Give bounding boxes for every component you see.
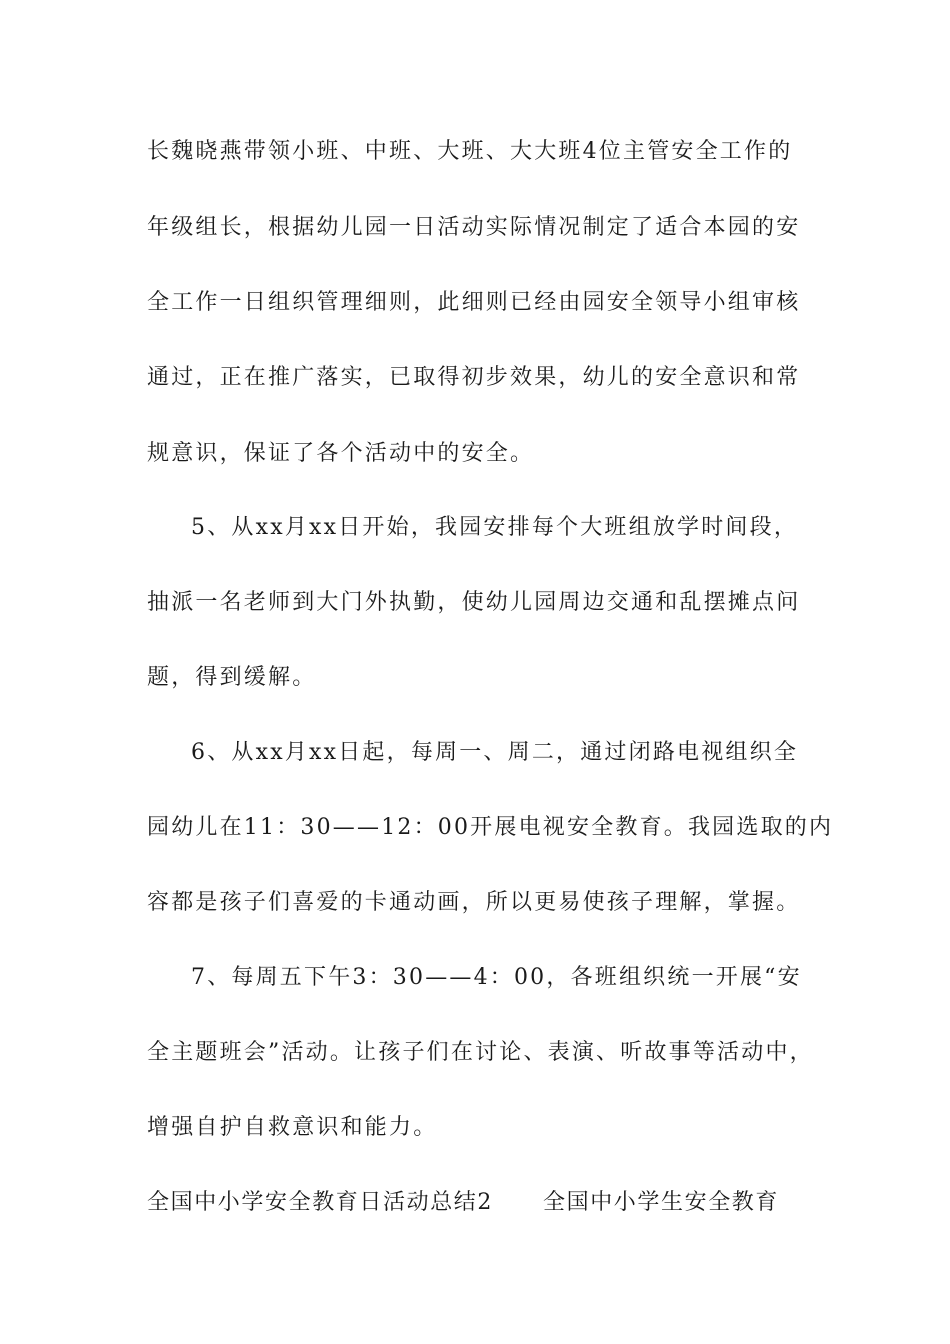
paragraph-line: 5、从xx月xx日开始，我园安排每个大班组放学时间段， [191,515,799,540]
paragraph-line: 容都是孩子们喜爱的卡通动画，所以更易使孩子理解，掌握。 [147,890,801,915]
paragraph-line: 年级组长，根据幼儿园一日活动实际情况制定了适合本园的安 [147,215,801,240]
paragraph-line: 题，得到缓解。 [147,665,317,690]
paragraph-line: 规意识，保证了各个活动中的安全。 [147,441,535,466]
section-title-line [147,1189,817,1217]
section-continuation: 全国中小学生安全教育 [543,1190,780,1215]
paragraph-line: 全工作一日组织管理细则，此细则已经由园安全领导小组审核 [147,290,801,315]
paragraph-line: 长魏晓燕带领小班、中班、大班、大大班4位主管安全工作的 [147,139,793,164]
paragraph-line: 全主题班会”活动。让孩子们在讨论、表演、听故事等活动中， [147,1040,814,1065]
paragraph-line: 通过，正在推广落实，已取得初步效果，幼儿的安全意识和常 [147,365,801,390]
paragraph-line: 园幼儿在11：30——12：00开展电视安全教育。我园选取的内 [147,815,834,840]
paragraph-line: 增强自护自救意识和能力。 [147,1115,438,1140]
paragraph-line: 抽派一名老师到大门外执勤，使幼儿园周边交通和乱摆摊点问 [147,590,801,615]
section-title: 全国中小学安全教育日活动总结2 [147,1190,493,1215]
paragraph-line: 6、从xx月xx日起，每周一、周二，通过闭路电视组织全 [191,740,799,765]
paragraph-line: 7、每周五下午3：30——4：00，各班组织统一开展“安 [191,965,802,990]
